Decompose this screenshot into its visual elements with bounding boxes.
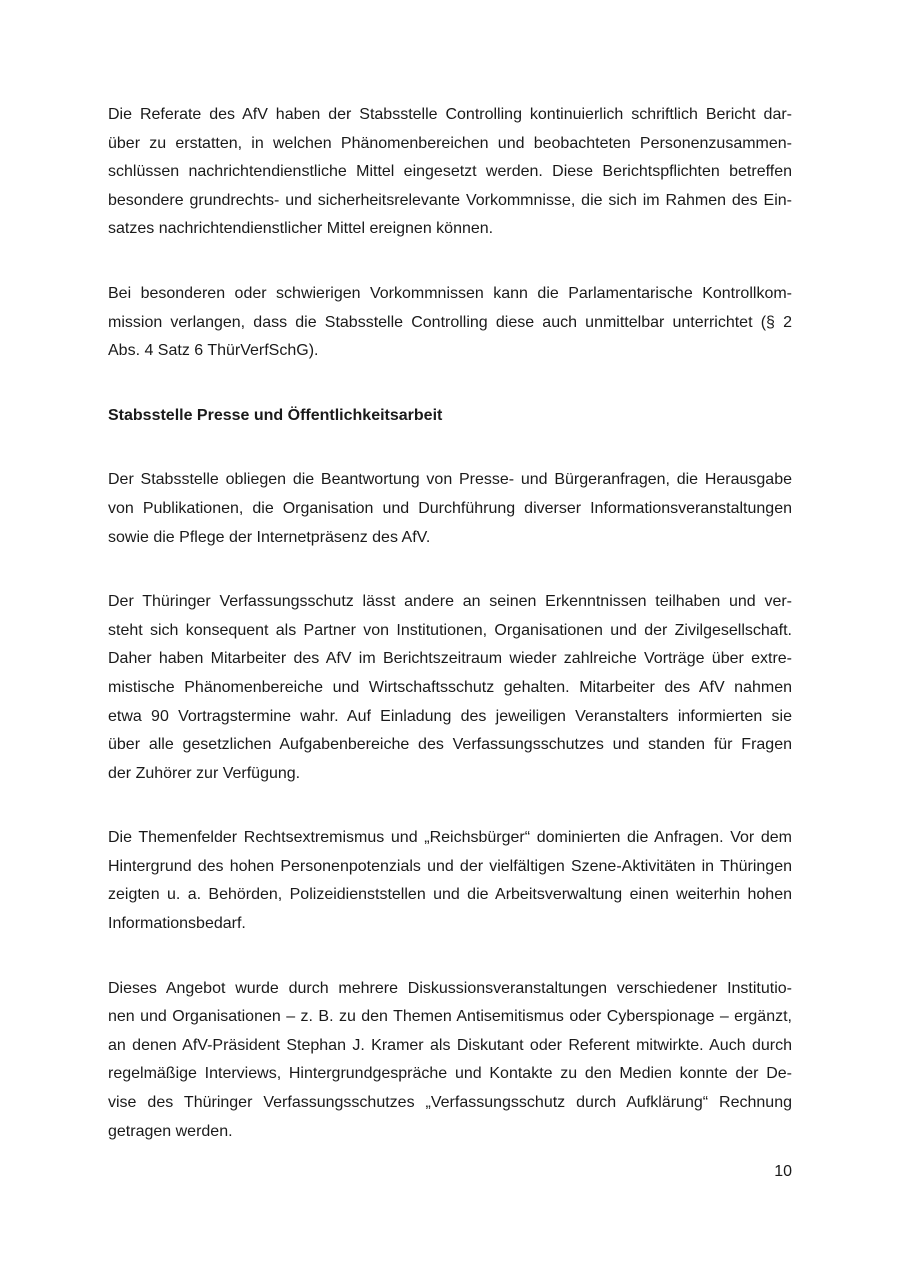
text-line: Die Referate des AfV haben der Stabsstelle Controlling kontinuierlich schriftlich Bericht dar- xyxy=(108,106,792,123)
paragraph-lectures xyxy=(108,588,792,788)
section-heading-text: Stabsstelle Presse und Öffentlichkeitsarbeit xyxy=(108,406,443,424)
page-number: 10 xyxy=(774,1163,792,1180)
text-line: Die Themenfelder Rechtsextremismus und „Reichsbürger“ dominierten die Anfragen. Vor dem xyxy=(108,829,792,847)
text-line: Hintergrund des hohen Personenpotenzials und der vielfältigen Szene-Aktivitäten in Thüringen xyxy=(108,857,792,875)
text-line: mission verlangen, dass die Stabsstelle Controlling diese auch unmittelbar unterrichtet (§ 2 xyxy=(108,313,792,331)
text-line: Abs. 4 Satz 6 ThürVerfSchG). xyxy=(108,342,319,360)
paragraph-discussions xyxy=(108,975,792,1147)
text-line: satzes nachrichtendienstlicher Mittel ereignen können. xyxy=(108,220,494,238)
paragraph-control-commission xyxy=(108,280,792,366)
document-body xyxy=(108,101,792,1182)
section-heading xyxy=(108,402,792,431)
text-line: besondere grundrechts- und sicherheitsrelevante Vorkommnisse, die sich im Rahmen des Ein- xyxy=(108,191,792,209)
text-line: schlüssen nachrichtendienstliche Mittel eingesetzt werden. Diese Berichtspflichten betreffen xyxy=(108,163,792,181)
text-line: Der Thüringer Verfassungsschutz lässt andere an seinen Erkenntnissen teilhaben und ver- xyxy=(108,593,792,611)
text-line: Informationsbedarf. xyxy=(108,915,246,933)
paragraph-press-duties xyxy=(108,466,792,552)
text-line: etwa 90 Vortragstermine wahr. Auf Einladung des jeweiligen Veranstalters informierten sie xyxy=(108,707,792,725)
text-line: Bei besonderen oder schwierigen Vorkommnissen kann die Parlamentarische Kontrollkom- xyxy=(108,284,792,302)
text-line: vise des Thüringer Verfassungsschutzes „Verfassungsschutz durch Aufklärung“ Rechnung xyxy=(108,1094,792,1112)
text-line: zeigten u. a. Behörden, Polizeidienststellen und die Arbeitsverwaltung einen weiterhin hohen xyxy=(108,886,792,904)
text-line: steht sich konsequent als Partner von Institutionen, Organisationen und der Zivilgesellschaft. xyxy=(108,621,792,639)
text-line: über alle gesetzlichen Aufgabenbereiche des Verfassungsschutzes und standen für Fragen xyxy=(108,736,792,754)
text-line: getragen werden. xyxy=(108,1122,233,1140)
text-line: Daher haben Mitarbeiter des AfV im Berichtszeitraum wieder zahlreiche Vorträge über extre- xyxy=(108,650,792,668)
text-line: sowie die Pflege der Internetpräsenz des AfV. xyxy=(108,528,431,546)
paragraph-controlling-reports xyxy=(108,101,792,244)
text-line: von Publikationen, die Organisation und Durchführung diverser Informationsveranstaltungen xyxy=(108,499,792,517)
text-line: an denen AfV-Präsident Stephan J. Kramer als Diskutant oder Referent mitwirkte. Auch durch xyxy=(108,1036,792,1054)
text-line: über zu erstatten, in welchen Phänomenbereichen und beobachteten Personenzusammen- xyxy=(108,134,792,152)
text-line: der Zuhörer zur Verfügung. xyxy=(108,764,301,782)
text-line: mistische Phänomenbereiche und Wirtschaftsschutz gehalten. Mitarbeiter des AfV nahmen xyxy=(108,678,792,696)
text-line: regelmäßige Interviews, Hintergrundgespräche und Kontakte zu den Medien konnte der De- xyxy=(108,1065,792,1083)
text-line: nen und Organisationen – z. B. zu den Themen Antisemitismus oder Cyberspionage – ergänzt, xyxy=(108,1008,792,1026)
paragraph-topics xyxy=(108,824,792,938)
text-line: Dieses Angebot wurde durch mehrere Diskussionsveranstaltungen verschiedener Institutio- xyxy=(108,979,792,997)
text-line: Der Stabsstelle obliegen die Beantwortung von Presse- und Bürgeranfragen, die Herausgabe xyxy=(108,471,792,489)
